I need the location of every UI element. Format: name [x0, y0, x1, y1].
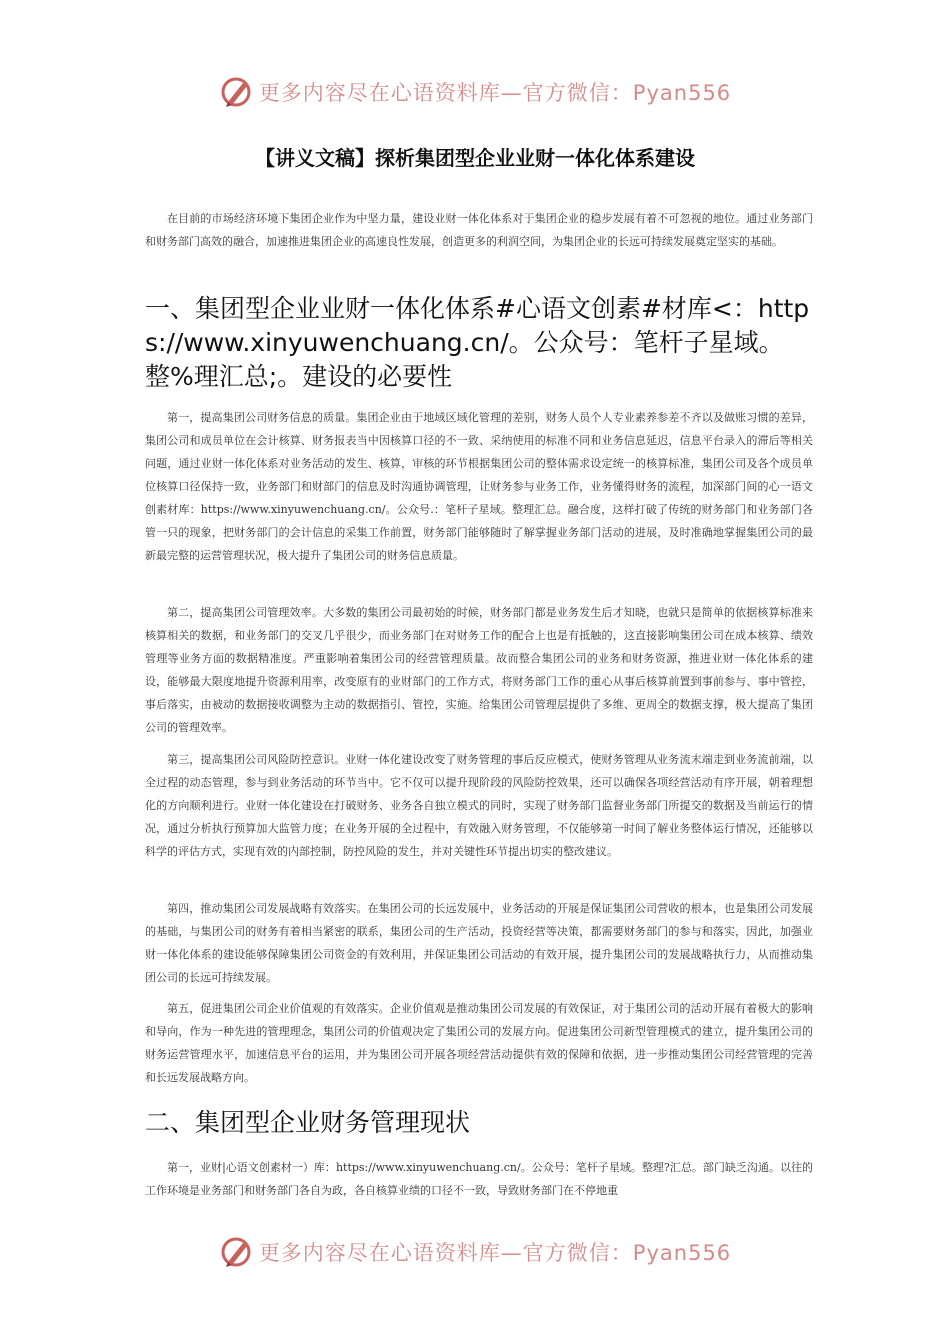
section-2-paragraph-1: 第一，业财|心语文创素材一）库：https://www.xinyuwenchuang.cn/。公众号：笔杆子星域。整理?汇总。部门缺乏沟通。以往的工作环境是业务部门和财务部门各自为政，各自核算业绩的口径不一致，导致财务部门在不停地重	[145, 1161, 813, 1197]
section-1-paragraph-5: 第五，促进集团公司企业价值观的有效落实。企业价值观是推动集团公司发展的有效保证，对于集团公司的活动开展有着极大的影响和导向，作为一种先进的管理理念，集团公司的价值观决定了集团公司的发展方向。促进集团公司新型管理模式的建立，提升集团公司的财务运营管理水平，加速信息平台的运用，并为集团公司开展各项经营活动提供有效的保障和依据，进一步推动集团公司经营管理的完善和长远发展战略方向。	[145, 1002, 813, 1084]
banner-text: 更多内容尽在心语资料库—官方微信：Pyan556	[258, 1241, 732, 1265]
intro-paragraph: 在目前的市场经济环境下集团企业作为中坚力量，建设业财一体化体系对于集团企业的稳步发展有着不可忽视的地位。通过业务部门和财务部门高效的融合，加速推进集团企业的高速良性发展，创造更多的利润空间，为集团企业的长远可持续发展奠定坚实的基础。	[145, 212, 813, 248]
pen-in-circle-icon	[219, 75, 253, 109]
footer-banner	[0, 1232, 950, 1272]
section-1-paragraph-4: 第四，推动集团公司发展战略有效落实。在集团公司的长远发展中，业务活动的开展是保证集团公司营收的根本，也是集团公司发展的基础，与集团公司的财务有着相当紧密的联系，集团公司的生产活动，投资经营等决策，都需要财务部门的参与和落实，因此，加强业财一体化体系的建设能够保障集团公司资金的有效利用，并保证集团公司活动的有效开展，提升集团公司的发展战略执行力，从而推动集团公司的长远可持续发展。	[145, 902, 813, 984]
section-1-paragraph-3: 第三，提高集团公司风险防控意识。业财一体化建设改变了财务管理的事后反应模式，使财务管理从业务流末端走到业务流前端，以全过程的动态管理，参与到业务活动的环节当中。它不仅可以提升现阶段的风险防控效果，还可以确保各项经营活动有序开展，朝着理想化的方向顺利进行。业财一体化建设在打破财务、业务各自独立模式的同时，实现了财务部门监督业务部门所提交的数据及当前运行的情况，通过分析执行预算加大监管力度；在业务开展的全过程中，有效融入财务管理，不仅能够第一时间了解业务整体运行情况，还能够以科学的评估方式，实现有效的内部控制，防控风险的发生，并对关键性环节提出切实的整改建议。	[145, 753, 813, 858]
section-1-heading: 一、集团型企业业财一体化体系#心语文创素#材库<：https://www.xinyuwenchuang.cn/。公众号：笔杆子星域。整%理汇总;。建设的必要性	[145, 294, 810, 391]
section-1-paragraph-1: 第一，提高集团公司财务信息的质量。集团企业由于地域区域化管理的差别，财务人员个人专业素养参差不齐以及做账习惯的差异，集团公司和成员单位在会计核算、财务报表当中因核算口径的不一致、采纳使用的标准不同和业务信息延迟，信息平台录入的滞后等相关问题，通过业财一体化体系对业务活动的发生、核算，审核的环节根据集团公司的整体需求设定统一的核算标准，集团公司及各个成员单位核算口径保持一致，业务部门和财部门的信息及时沟通协调管理，让财务参与业务工作，业务懂得财务的流程，加深部门间的心一语文创素材库：https://www.xinyuwenchuang.cn/。公众号.：笔杆子星域。整理汇总。融合度，这样打破了传统的财务部门和业务部门各管一只的现象，把财务部门的会计信息的采集工作前置，财务部门能够随时了解掌握业务部门活动的进展，及时准确地掌握集团公司的最新最完整的运营管理状况，极大提升了集团公司的财务信息质量。	[145, 411, 813, 562]
section-1-paragraph-2: 第二，提高集团公司管理效率。大多数的集团公司最初始的时候，财务部门都是业务发生后才知晓，也就只是简单的依据核算标准来核算相关的数据，和业务部门的交叉几乎很少，而业务部门在对财务工作的配合上也是有抵触的，这直接影响集团公司在成本核算、绩效管理等业务方面的数据精准度。严重影响着集团公司的经营管理质量。故而整合集团公司的业务和财务资源，推进业财一体化体系的建设，能够最大限度地提升资源利用率，改变原有的业财部门的工作方式，将财务部门工作的重心从事后核算前置到事前参与、事中管控，事后落实，由被动的数据接收调整为主动的数据指引、管控，实施。给集团公司管理层提供了多维、更周全的数据支撑，极大提高了集团公司的管理效率。	[145, 606, 813, 734]
section-2-heading: 二、集团型企业财务管理现状	[145, 1108, 471, 1137]
header-banner	[0, 72, 950, 112]
pen-in-circle-icon	[219, 1235, 253, 1269]
banner-text: 更多内容尽在心语资料库—官方微信：Pyan556	[258, 81, 732, 105]
document-title: 【讲义文稿】探析集团型企业业财一体化体系建设	[255, 146, 695, 170]
